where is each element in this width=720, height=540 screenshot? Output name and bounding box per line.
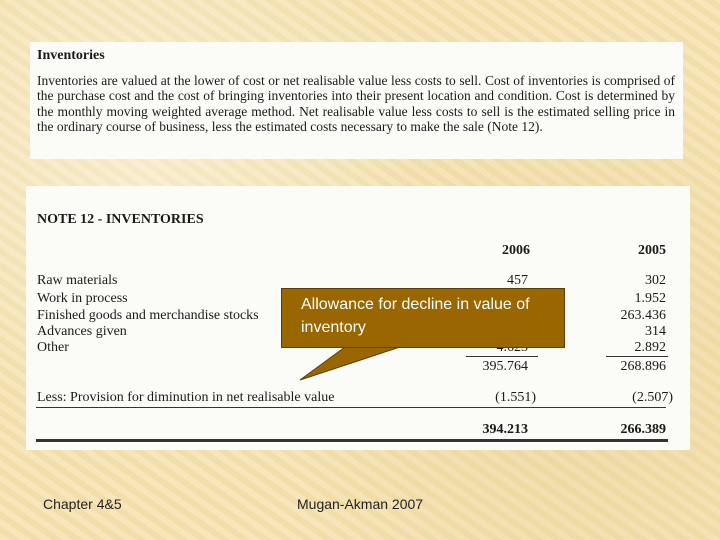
callout-text: Allowance for decline in value of inventory: [301, 296, 530, 336]
callout-annotation: [281, 288, 565, 348]
row-label: Work in process: [37, 291, 128, 306]
subtotal-2006: 395.764: [482, 359, 528, 374]
provision-2005: (2.507): [632, 390, 673, 405]
value-2005: 2.892: [634, 340, 666, 355]
total-row: [37, 422, 690, 438]
subtotal-2005: 268.896: [620, 359, 666, 374]
total-2006: 394.213: [482, 422, 528, 437]
row-label: Other: [37, 340, 69, 355]
policy-paragraph: Inventories are valued at the lower of cost or net realisable value less costs to sell. Cost of inventories is comprised of the purchase cost and the cost of bringing inventories into their present location and condition. Cost is determined by the monthly moving weighted average method. Net realisable value less costs to sell is the estimated selling price in the ordinary course of business, less the estimated costs necessary to make the sale (Note 12).: [37, 73, 675, 135]
total-2005: 266.389: [620, 422, 666, 437]
subtotal-row: [37, 359, 690, 375]
subtotal-rule-2005: [606, 356, 668, 357]
note-title: NOTE 12 - INVENTORIES: [37, 212, 204, 227]
value-2005: 263.436: [620, 308, 666, 323]
subtotal-rule-2006: [466, 356, 538, 357]
row-label: Advances given: [37, 324, 127, 339]
policy-heading: Inventories: [37, 48, 105, 63]
total-double-rule: [36, 439, 668, 442]
accounting-policy-excerpt: [30, 42, 683, 159]
row-label: Finished goods and merchandise stocks: [37, 308, 259, 323]
provision-row: [37, 390, 690, 406]
value-2005: 1.952: [634, 291, 666, 306]
row-label: Less: Provision for diminution in net realisable value: [37, 390, 335, 405]
column-header-2005: 2005: [638, 243, 666, 258]
table-row: [37, 273, 690, 289]
provision-2006: (1.551): [495, 390, 536, 405]
provision-rule: [36, 407, 666, 408]
value-2005: 302: [645, 273, 666, 288]
row-label: Raw materials: [37, 273, 118, 288]
value-2006: 457: [507, 273, 528, 288]
footer-author: Mugan-Akman 2007: [297, 496, 424, 512]
footer-chapter: Chapter 4&5: [43, 496, 122, 512]
column-header-2006: 2006: [502, 243, 530, 258]
value-2005: 314: [645, 324, 666, 339]
